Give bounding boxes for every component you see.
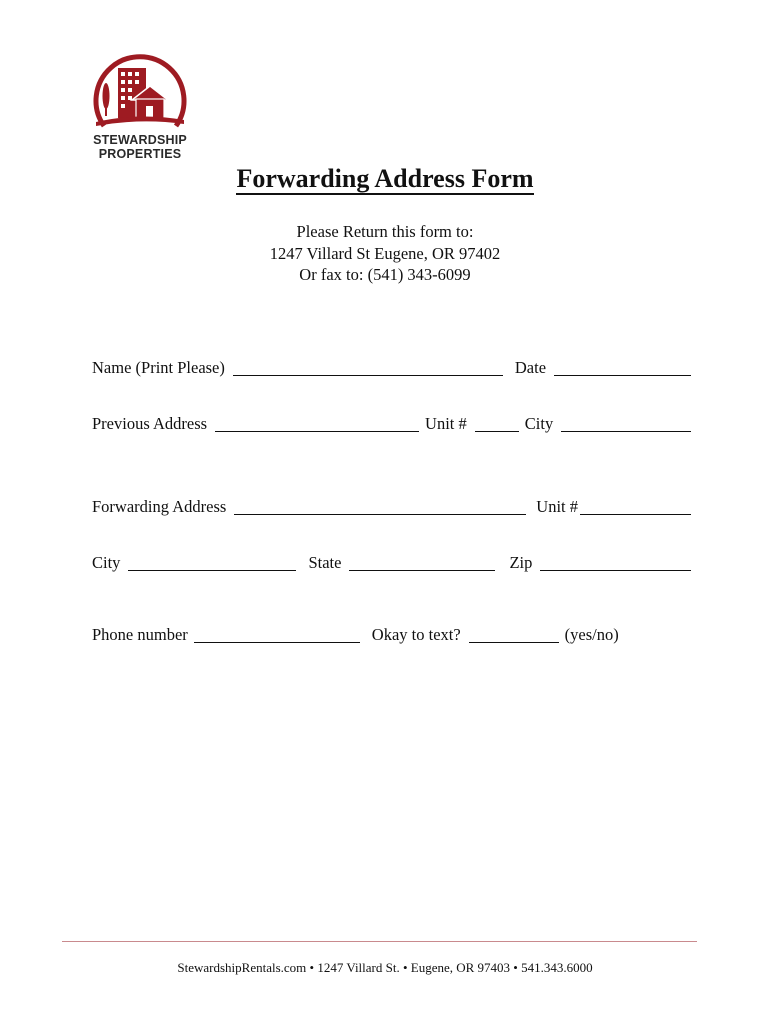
phone-row xyxy=(92,623,697,645)
name-label: Name (Print Please) xyxy=(92,358,225,377)
forwarding-address-row xyxy=(92,495,697,517)
previous-address-field[interactable] xyxy=(215,413,419,432)
unit-field[interactable] xyxy=(475,413,519,432)
previous-address-label: Previous Address xyxy=(92,414,208,433)
unit-label: Unit # xyxy=(425,414,467,433)
city-state-zip-row xyxy=(92,551,697,573)
date-label: Date xyxy=(514,358,547,377)
forwarding-address-field[interactable] xyxy=(234,496,526,515)
city-label: City xyxy=(524,414,554,433)
name-row xyxy=(92,356,697,378)
logo-building-icon xyxy=(90,48,190,138)
logo-brand-line2: PROPERTIES xyxy=(98,147,182,161)
return-line2: 1247 Villard St Eugene, OR 97402 xyxy=(269,243,501,263)
forwarding-unit-label: Unit # xyxy=(536,497,578,516)
logo-brand-line1: STEWARDSHIP xyxy=(93,133,187,147)
city-field[interactable] xyxy=(561,413,691,432)
state-field[interactable] xyxy=(349,552,495,571)
zip-field[interactable] xyxy=(540,552,691,571)
name-field[interactable] xyxy=(233,357,503,376)
phone-label: Phone number xyxy=(92,625,188,644)
okay-to-text-field[interactable] xyxy=(469,624,559,643)
state-label: State xyxy=(308,553,342,572)
footer-contact: StewardshipRentals.com • 1247 Villard St. • Eugene, OR 97403 • 541.343.6000 xyxy=(177,960,593,975)
date-field[interactable] xyxy=(554,357,691,376)
city2-field[interactable] xyxy=(128,552,296,571)
return-line1: Please Return this form to: xyxy=(296,222,474,241)
footer-divider xyxy=(62,941,697,942)
return-info xyxy=(0,221,770,286)
form-title-text: Forwarding Address Form xyxy=(236,164,534,193)
form-title xyxy=(0,164,770,194)
yes-no-hint: (yes/no) xyxy=(564,625,619,644)
forwarding-unit-field[interactable] xyxy=(580,496,691,515)
zip-label: Zip xyxy=(509,553,533,572)
forwarding-address-label: Forwarding Address xyxy=(92,497,227,516)
city2-label: City xyxy=(92,553,121,572)
company-logo xyxy=(90,48,190,166)
okay-to-text-label: Okay to text? xyxy=(371,625,461,644)
return-line3: Or fax to: (541) 343-6099 xyxy=(299,265,471,284)
phone-field[interactable] xyxy=(194,624,360,643)
previous-address-row xyxy=(92,412,697,434)
